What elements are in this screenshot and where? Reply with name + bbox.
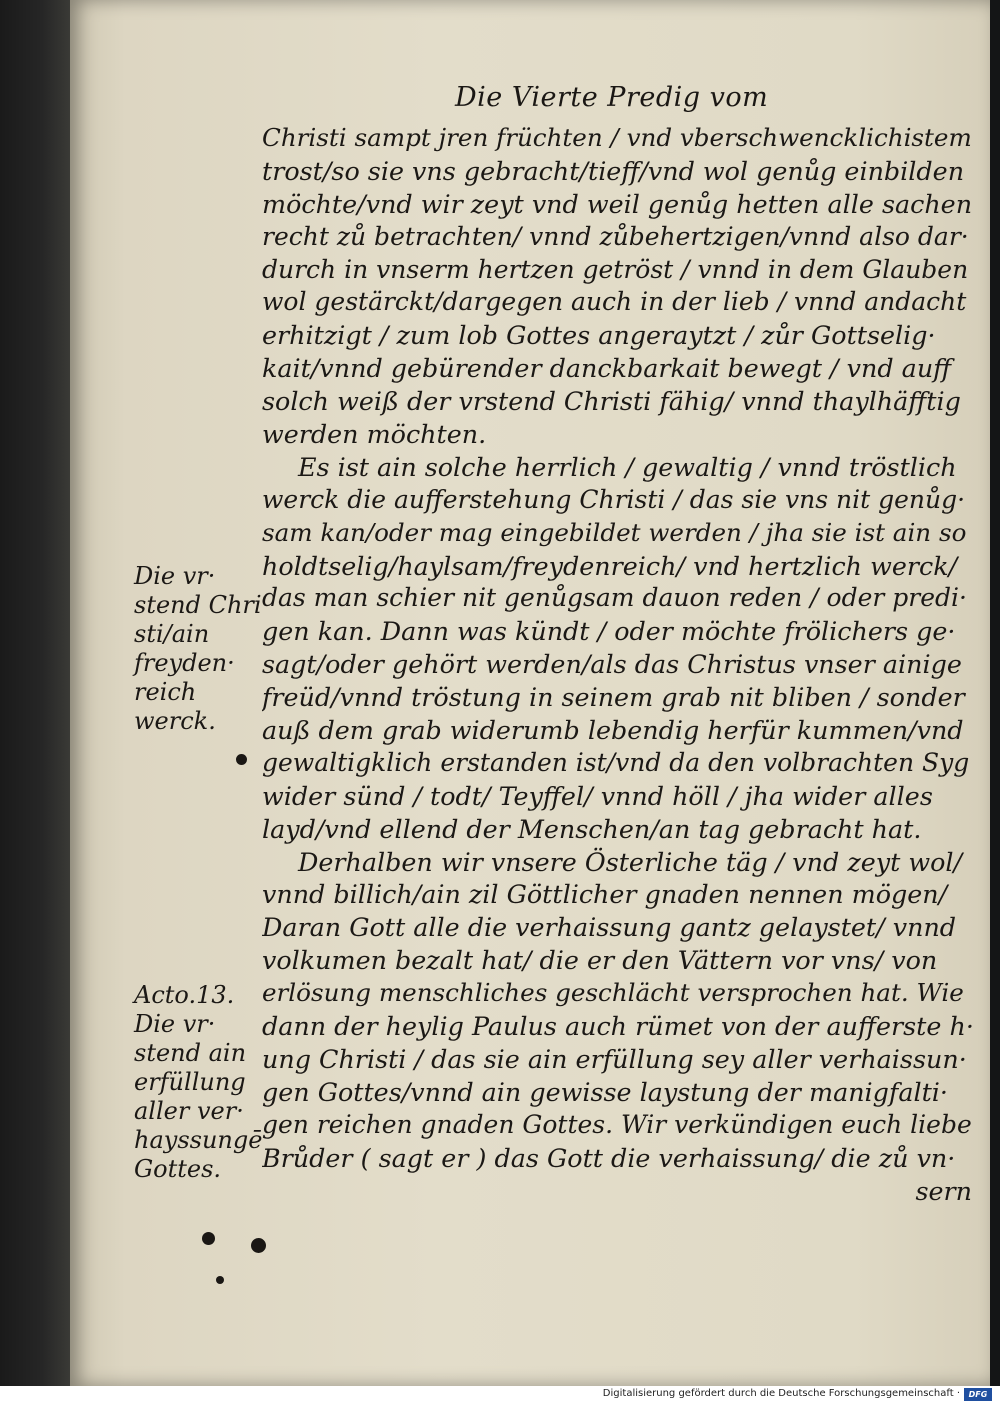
- text-line: recht zů betrachten/ vnnd zůbehertzigen/vnnd also dar·: [262, 221, 969, 251]
- text-line: kait/vnnd gebürender danckbarkait bewegt / vnd auff: [262, 353, 952, 384]
- text-line: erhitzigt / zum lob Gottes angeraytzt / zůr Gottselig·: [262, 320, 936, 351]
- margin-note-line: Gottes.: [134, 1155, 222, 1183]
- text-line: gen Gottes/vnnd ain gewisse laystung der manigfalti·: [262, 1076, 948, 1107]
- margin-note-line: Die vr·: [134, 562, 216, 590]
- footer-bar: [0, 1386, 1000, 1404]
- margin-note-line: hayssungē: [134, 1126, 263, 1154]
- margin-note-line: freyden·: [134, 649, 235, 677]
- margin-note-line: reich: [134, 678, 197, 706]
- text-line: volkumen bezalt hat/ die er den Vättern vor vns/ von: [262, 945, 938, 976]
- margin-note-resurrection: [134, 562, 262, 736]
- text-line: layd/vnd ellend der Menschen/an tag gebracht hat.: [262, 813, 922, 844]
- text-line: trost/so sie vns gebracht/tieff/vnd wol genůg einbilden: [262, 155, 965, 186]
- text-line: gen kan. Dann was kündt / oder möchte frölichers ge·: [262, 616, 956, 647]
- footer-credit: Digitalisierung gefördert durch die Deutsche Forschungsgemeinschaft ·: [602, 1388, 960, 1399]
- text-line: das man schier nit genůgsam dauon reden / oder predi·: [262, 583, 967, 613]
- margin-note-line: Die vr·: [134, 1010, 216, 1038]
- margin-note-line: aller ver·: [134, 1097, 244, 1125]
- text-line: sagt/oder gehört werden/als das Christus vnser ainige: [262, 649, 962, 680]
- ink-blot: [251, 1238, 266, 1253]
- text-line: werden möchten.: [262, 419, 487, 450]
- text-line: ung Christi / das sie ain erfüllung sey aller verhaissun·: [262, 1043, 967, 1074]
- ink-blot: [236, 754, 247, 765]
- text-line: Es ist ain solche herrlich / gewaltig / vnnd tröstlich: [298, 451, 957, 482]
- text-line: Derhalben wir vnsere Österliche täg / vnd zeyt wol/: [298, 846, 963, 877]
- text-line: sam kan/oder mag eingebildet werden / jha sie ist ain so: [262, 517, 967, 547]
- margin-note-line: werck.: [134, 707, 216, 735]
- text-line: werck die aufferstehung Christi / das sie vns nit genůg·: [262, 484, 966, 514]
- body-text: [262, 122, 974, 1207]
- text-line: solch weiß der vrstend Christi fähig/ vnnd thaylhäfftig: [262, 386, 961, 417]
- text-line: Brůder ( sagt er ) das Gott die verhaissung/ die zů vn·: [262, 1142, 956, 1173]
- text-line: durch in vnserm hertzen getröst / vnnd in dem Glauben: [262, 254, 969, 284]
- text-line: holdtselig/haylsam/freydenreich/ vnd hertzlich werck/: [262, 550, 958, 581]
- margin-note-line: erfüllung: [134, 1068, 246, 1096]
- running-header: Die Vierte Predig vom: [455, 82, 769, 113]
- text-line: vnnd billich/ain zil Göttlicher gnaden nennen mögen/: [262, 879, 948, 910]
- margin-note-line: sti/ain: [134, 620, 210, 648]
- text-line: Christi sampt jren früchten / vnd vberschwencklichistem: [262, 123, 972, 152]
- margin-note-line: stend Chri: [134, 591, 262, 619]
- text-line: möchte/vnd wir zeyt vnd weil genůg hetten alle sachen: [262, 188, 973, 219]
- text-line: Daran Gott alle die verhaissung gantz gelaystet/ vnnd: [262, 912, 957, 943]
- text-line: auß dem grab widerumb lebendig herfür kummen/vnd: [262, 715, 964, 746]
- text-line: freüd/vnnd tröstung in seinem grab nit bliben / sonder: [262, 682, 965, 713]
- text-line: wider sünd / todt/ Teyffel/ vnnd höll / jha wider alles: [262, 780, 933, 811]
- text-line: wol gestärckt/dargegen auch in der lieb / vnnd andacht: [262, 287, 967, 317]
- text-line: erlösung menschliches geschlächt versprochen hat. Wie: [262, 978, 964, 1008]
- margin-note-acts: [134, 981, 263, 1184]
- margin-note-line: stend ain: [134, 1039, 247, 1067]
- dfg-logo: DFG: [964, 1388, 992, 1401]
- text-line: gewaltigklich erstanden ist/vnd da den volbrachten Syg: [262, 747, 970, 777]
- ink-blot: [202, 1232, 215, 1245]
- catchword: sern: [915, 1175, 972, 1206]
- ink-blot: [216, 1276, 224, 1284]
- book-gutter: [0, 0, 70, 1386]
- text-line: gen reichen gnaden Gottes. Wir verkündigen euch liebe: [262, 1109, 972, 1139]
- margin-note-line: Acto.13.: [134, 981, 235, 1009]
- text-line: dann der heylig Paulus auch rümet von der aufferste h·: [262, 1011, 974, 1042]
